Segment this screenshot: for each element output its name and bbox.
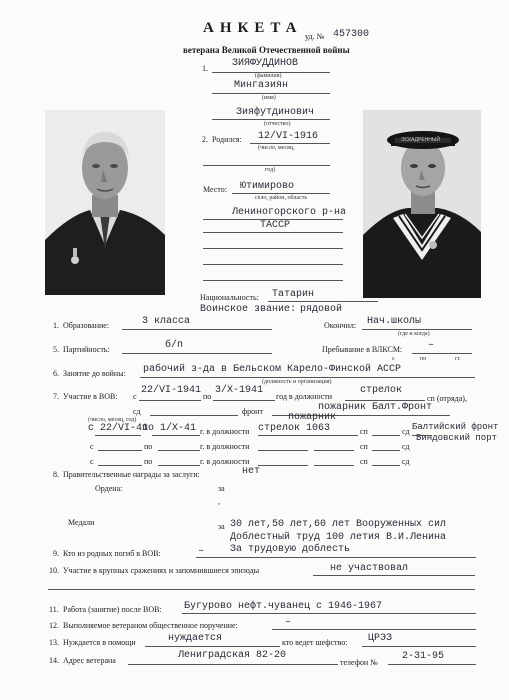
- surname-caption: (фамилия): [255, 73, 282, 79]
- photo-elderly-veteran: [45, 110, 165, 295]
- rank-label: Воинское звание:: [200, 304, 297, 315]
- awards-label: Правительственные награды за заслуги:: [63, 470, 200, 479]
- medal-2: Доблестный труд 100 летия В.И.Ленина: [230, 532, 447, 543]
- awards-num: 8.: [53, 470, 59, 479]
- social-label: Выполняемое ветераном общественное поручение:: [63, 621, 238, 630]
- row4-sd: сд: [402, 457, 410, 466]
- where-caption: (где и когда): [398, 331, 430, 337]
- help-label: Нуждается в помощи: [63, 638, 136, 647]
- work-value: Бугурово нефт.чуванец с 1946-1967: [184, 601, 383, 612]
- work-num: 11.: [49, 605, 59, 614]
- vov-front-label: фронт: [242, 407, 263, 416]
- row4-sp: сп: [360, 457, 368, 466]
- form-subtitle: ветерана Великой Отечественной войны: [183, 45, 350, 55]
- nationality-label: Национальность:: [200, 293, 259, 302]
- vov-position-1: стрелок: [360, 385, 403, 396]
- surname-num: 1.: [202, 64, 208, 73]
- medal-3: За трудовую доблесть: [230, 544, 351, 555]
- party-num: 5.: [53, 345, 59, 354]
- row4-po: по: [144, 457, 153, 466]
- vov-s: с: [133, 392, 137, 401]
- row3-sd: сд: [402, 442, 410, 451]
- row2-from: с 22/VI-41: [88, 423, 149, 434]
- vov-num: 7.: [53, 392, 59, 401]
- job-value: рабочий з-да в Бельском Карело-Финской АССР: [143, 364, 402, 375]
- patron-value: ЦРЭЗ: [368, 633, 393, 644]
- row3-po: по: [144, 442, 153, 451]
- place-caption: село, район, область: [255, 195, 308, 201]
- nationality-value: Татарин: [272, 289, 315, 300]
- place-village: Ютимирово: [240, 181, 295, 192]
- battles-value: не участвовал: [330, 563, 409, 574]
- phone-value: 2-31-95: [402, 651, 445, 662]
- battles-label: Участие в крупных сражениях и запомнившиеся эпизоды: [63, 566, 260, 575]
- medals-za: за: [218, 522, 225, 531]
- awards-value: нет: [242, 466, 261, 477]
- row2-position-top: пожарник: [288, 412, 337, 423]
- vov-in-position: год в должности: [276, 392, 332, 401]
- orders-mark: ,: [218, 497, 220, 506]
- vlksm-po: по: [420, 356, 427, 362]
- social-num: 12.: [49, 621, 59, 630]
- birth-num: 2.: [202, 135, 208, 144]
- vov-unit-caption: сп (отряда),: [427, 394, 467, 403]
- row2-sp: сп: [360, 427, 368, 436]
- patron-label: кто ведет шефство:: [282, 638, 348, 647]
- address-value: Лениградская 82-20: [178, 650, 287, 661]
- relatives-value: –: [198, 546, 205, 557]
- vov-po: по: [203, 392, 212, 401]
- dates-caption: (число, месяц, год): [88, 417, 137, 423]
- social-value: –: [285, 617, 292, 628]
- party-label: Партийность:: [63, 345, 110, 354]
- address-label: Адрес ветерана: [63, 656, 116, 665]
- year-caption: год): [265, 167, 276, 173]
- cap-ribbon-text: ЭСКАДРЕННЫЙ: [401, 137, 440, 143]
- address-num: 14.: [49, 656, 59, 665]
- birth-label: Родился:: [212, 135, 242, 144]
- vlksm-label: Пребывание в ВЛКСМ:: [322, 345, 403, 354]
- surname-value: ЗИЯФУДДИНОВ: [232, 58, 299, 69]
- medals-label: Медали: [68, 518, 95, 527]
- education-label: Образование:: [63, 321, 110, 330]
- row4-in-position: г. в должности: [200, 457, 250, 466]
- row4-s: с: [90, 457, 94, 466]
- place-district: Лениногорского р-на: [232, 207, 347, 218]
- patronymic-value: Зияфутдинович: [236, 107, 315, 118]
- row3-s: с: [90, 442, 94, 451]
- row2-front-2: Виндовский порт: [416, 433, 498, 443]
- row2-in-position: г. в должности: [200, 427, 250, 436]
- id-label: уд. №: [305, 32, 325, 41]
- vov-from: 22/VI-1941: [141, 385, 202, 396]
- place-label: Место:: [203, 185, 227, 194]
- vlksm-value: –: [428, 340, 435, 351]
- vlksm-gg: гг.: [455, 356, 461, 362]
- job-caption: (должность и организация): [262, 379, 332, 385]
- form-title: АНКЕТА: [203, 20, 303, 36]
- row2-position: стрелок 1063: [258, 423, 331, 434]
- relatives-num: 9.: [53, 549, 59, 558]
- party-value: б/п: [165, 340, 184, 351]
- finished-value: Нач.школы: [367, 316, 422, 327]
- relatives-label: Кто из родных погиб в ВОВ:: [63, 549, 161, 558]
- photo-young-sailor: [363, 110, 481, 298]
- education-num: 1.: [53, 321, 59, 330]
- patronymic-caption: (отчество): [264, 121, 291, 127]
- help-value: нуждается: [168, 633, 223, 644]
- vov-label: Участие в ВОВ:: [63, 392, 118, 401]
- id-number: 457300: [333, 29, 370, 40]
- row3-in-position: г. в должности: [200, 442, 250, 451]
- place-region: ТАССР: [260, 220, 291, 231]
- medal-1: 30 лет,50 лет,60 лет Вооруженных сил: [230, 519, 447, 530]
- vov-sd: сд: [133, 407, 141, 416]
- work-label: Работа (занятие) после ВОВ:: [63, 605, 162, 614]
- education-value: 3 класса: [142, 316, 191, 327]
- help-num: 13.: [49, 638, 59, 647]
- row2-sd: сд: [402, 427, 410, 436]
- vov-to: 3/X-1941: [215, 385, 264, 396]
- row2-to: по 1/X-41: [142, 423, 197, 434]
- birth-date: 12/VI-1916: [258, 131, 319, 142]
- job-num: 6.: [53, 369, 59, 378]
- row2-front: Балтийский фронт: [412, 422, 499, 432]
- name-value: Мингазиян: [234, 80, 289, 91]
- orders-za: за: [218, 484, 225, 493]
- orders-label: Ордена:: [95, 484, 123, 493]
- row3-sp: сп: [360, 442, 368, 451]
- name-caption: (имя): [262, 95, 276, 101]
- rank-value: рядовой: [300, 304, 343, 315]
- phone-label: телефон №: [340, 658, 378, 667]
- vlksm-s: с: [392, 356, 395, 362]
- finished-label: Окончил:: [324, 321, 357, 330]
- job-label: Занятие до войны:: [63, 369, 126, 378]
- battles-num: 10.: [49, 566, 59, 575]
- birth-caption: (число, месяц,: [258, 145, 295, 151]
- vov-front-1: пожарник Балт.Фронт: [318, 402, 433, 413]
